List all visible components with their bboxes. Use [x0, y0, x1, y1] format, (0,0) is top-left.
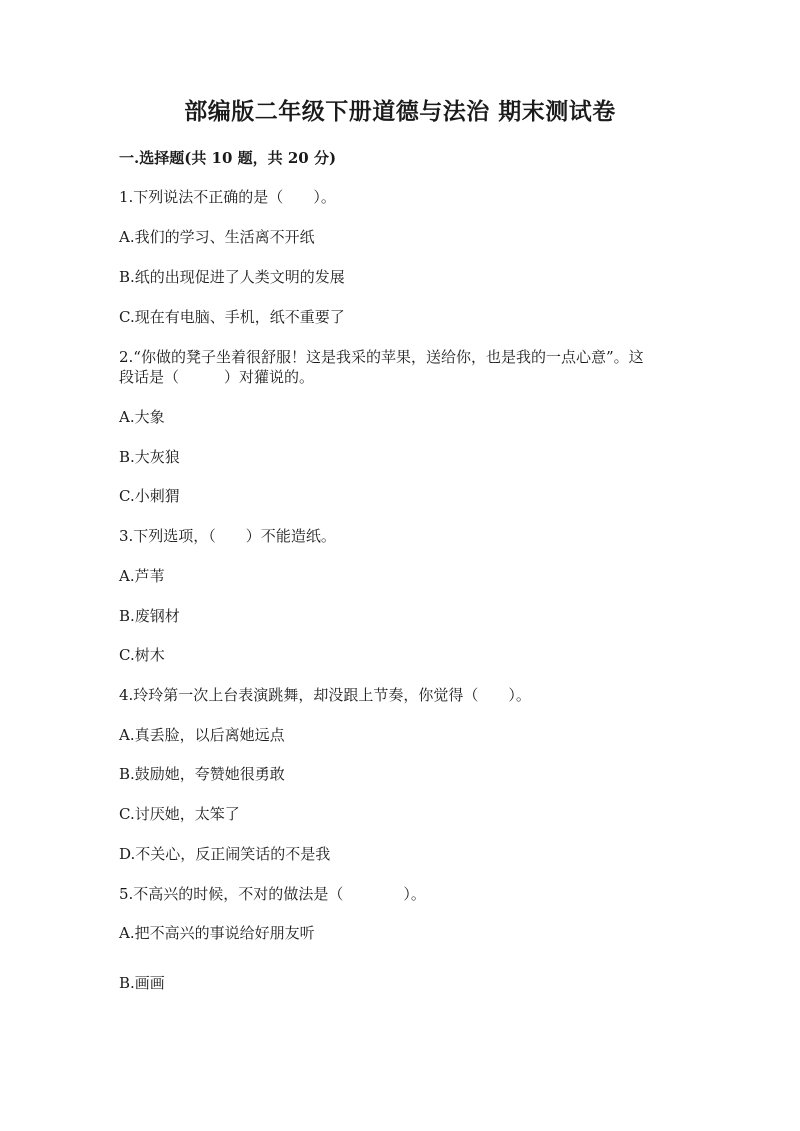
question-4-option-a: A.真丢脸，以后离她远点	[119, 726, 285, 744]
question-2-option-c: C.小刺猬	[119, 487, 180, 505]
page-title: 部编版二年级下册道德与法治 期末测试卷	[184, 98, 616, 125]
question-3-option-a: A.芦苇	[119, 567, 165, 585]
section-header: 一.选择题(共 10 题，共 20 分)	[119, 149, 337, 167]
question-3-stem: 3.下列选项，（ ）不能造纸。	[119, 527, 336, 545]
question-1-option-a: A.我们的学习、生活离不开纸	[119, 228, 315, 246]
question-5-option-a: A.把不高兴的事说给好朋友听	[119, 924, 315, 942]
question-1-stem: 1.下列说法不正确的是（ ）。	[119, 188, 336, 206]
question-4-option-c: C.讨厌她，太笨了	[119, 805, 240, 823]
question-1-option-c: C.现在有电脑、手机，纸不重要了	[119, 308, 345, 326]
question-2-option-b: B.大灰狼	[119, 448, 180, 466]
question-5-option-b: B.画画	[119, 974, 165, 992]
question-2-option-a: A.大象	[119, 408, 165, 426]
question-3-option-b: B.废钢材	[119, 607, 180, 625]
question-1-option-b: B.纸的出现促进了人类文明的发展	[119, 268, 345, 286]
question-4-option-d: D.不关心，反正闹笑话的不是我	[119, 845, 331, 863]
question-4-stem: 4.玲玲第一次上台表演跳舞，却没跟上节奏，你觉得（ ）。	[119, 686, 531, 704]
question-3-option-c: C.树木	[119, 646, 165, 664]
question-5-stem: 5.不高兴的时候，不对的做法是（ ）。	[119, 885, 426, 903]
question-2-stem: 2.“你做的凳子坐着很舒服！这是我采的苹果，送给你，也是我的一点心意”。这段话是（ ）对獾说的。	[119, 348, 644, 386]
question-4-option-b: B.鼓励她，夸赞她很勇敢	[119, 765, 285, 783]
